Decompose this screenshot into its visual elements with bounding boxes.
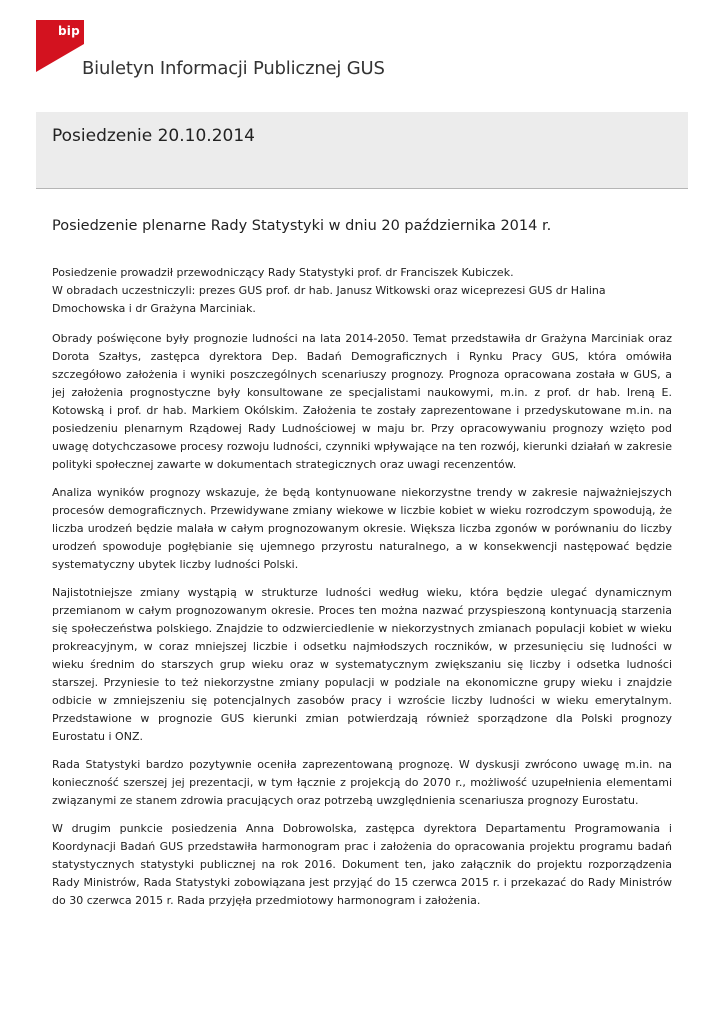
article-heading: Posiedzenie plenarne Rady Statystyki w dniu 20 października 2014 r.	[52, 218, 552, 234]
intro-line-1: Posiedzenie prowadził przewodniczący Rady Statystyki prof. dr Franciszek Kubiczek.	[52, 266, 514, 279]
page-title: Posiedzenie 20.10.2014	[52, 126, 255, 146]
bip-logo[interactable]	[36, 20, 84, 74]
page-header	[36, 112, 688, 189]
logo-red-triangle	[36, 44, 84, 72]
article-paragraph-4: Rada Statystyki bardzo pozytywnie oceniła zaprezentowaną prognozę. W dyskusji zwrócono uwagę m.in. na konieczność szerszej jej prezentacji, w tym łącznie z projekcją do 2070 r., możliwość uzupełnienia elementami związanymi ze stanem zdrowia pracujących oraz potrzebą uwzględnienia scenariusza prognozy Eurostatu.	[52, 758, 672, 807]
article-paragraph-3: Najistotniejsze zmiany wystąpią w strukturze ludności według wieku, która będzie ulegać dynamicznym przemianom w całym prognozowanym okresie. Proces ten można nazwać przyspieszoną kontynuacją starzenia się społeczeństwa polskiego. Znajdzie to odzwierciedlenie w niekorzystnych zmianach populacji kobiet w wieku prokreacyjnym, w coraz mniejszej liczbie i odsetku najmłodszych roczników, w przesunięciu się ludności w wieku średnim do starszych grup wieku oraz w systematycznym zwiększaniu się liczby i odsetka ludności starszej. Przyniesie to też niekorzystne zmiany populacji w podziale na ekonomiczne grupy wieku i znajdzie odbicie w zmniejszeniu się potencjalnych zasobów pracy i wzroście liczby ludności w wieku emerytalnym. Przedstawione w prognozie GUS kierunki zmian potwierdzają również sporządzone dla Polski prognozy Eurostatu i ONZ.	[52, 586, 672, 743]
site-title[interactable]: Biuletyn Informacji Publicznej GUS	[82, 58, 385, 79]
article-content	[52, 218, 672, 920]
article-paragraph-2: Analiza wyników prognozy wskazuje, że będą kontynuowane niekorzystne trendy w zakresie najważniejszych procesów demograficznych. Przewidywane zmiany wiekowe w liczbie kobiet w wieku rozrodczym spowodują, że liczba urodzeń będzie malała w całym prognozowanym okresie. Większa liczba zgonów w porównaniu do liczby urodzeń spowoduje pogłębianie się ujemnego przyrostu naturalnego, a w konsekwencji następować będzie systematyczny ubytek liczby ludności Polski.	[52, 486, 672, 571]
article-paragraph-5: W drugim punkcie posiedzenia Anna Dobrowolska, zastępca dyrektora Departamentu Programowania i Koordynacji Badań GUS przedstawiła harmonogram prac i założenia do opracowania projektu programu badań statystycznych statystyki publicznej na rok 2016. Dokument ten, jako załącznik do projektu rozporządzenia Rady Ministrów, Rada Statystyki zobowiązana jest przyjąć do 15 czerwca 2015 r. i przekazać do Rady Ministrów do 30 czerwca 2015 r. Rada przyjęła przedmiotowy harmonogram i założenia.	[52, 822, 672, 907]
article-intro	[52, 264, 672, 318]
intro-line-2: W obradach uczestniczyli: prezes GUS prof. dr hab. Janusz Witkowski oraz wiceprezesi GUS dr Halina Dmochowska i dr Grażyna Marciniak.	[52, 284, 606, 315]
logo-text: bip	[58, 24, 80, 38]
article-paragraph-1: Obrady poświęcone były prognozie ludności na lata 2014-2050. Temat przedstawiła dr Grażyna Marciniak oraz Dorota Szałtys, zastępca dyrektora Dep. Badań Demograficznych i Rynku Pracy GUS, która omówiła szczegółowo założenia i wyniki poszczególnych scenariuszy prognozy. Prognoza opracowana została w GUS, a jej założenia prognostyczne były konsultowane ze specjalistami naukowymi, m.in. z prof. dr hab. Ireną E. Kotowską i prof. dr hab. Markiem Okólskim. Założenia te zostały zaprezentowane i przedyskutowane m.in. na posiedzeniu plenarnym Rządowej Rady Ludnościowej w maju br. Przy opracowywaniu prognozy wzięto pod uwagę dotychczasowe procesy rozwoju ludności, czynniki wpływające na ten rozwój, kierunki działań w zakresie polityki społecznej zawarte w dokumentach strategicznych oraz uwagi recenzentów.	[52, 332, 672, 471]
